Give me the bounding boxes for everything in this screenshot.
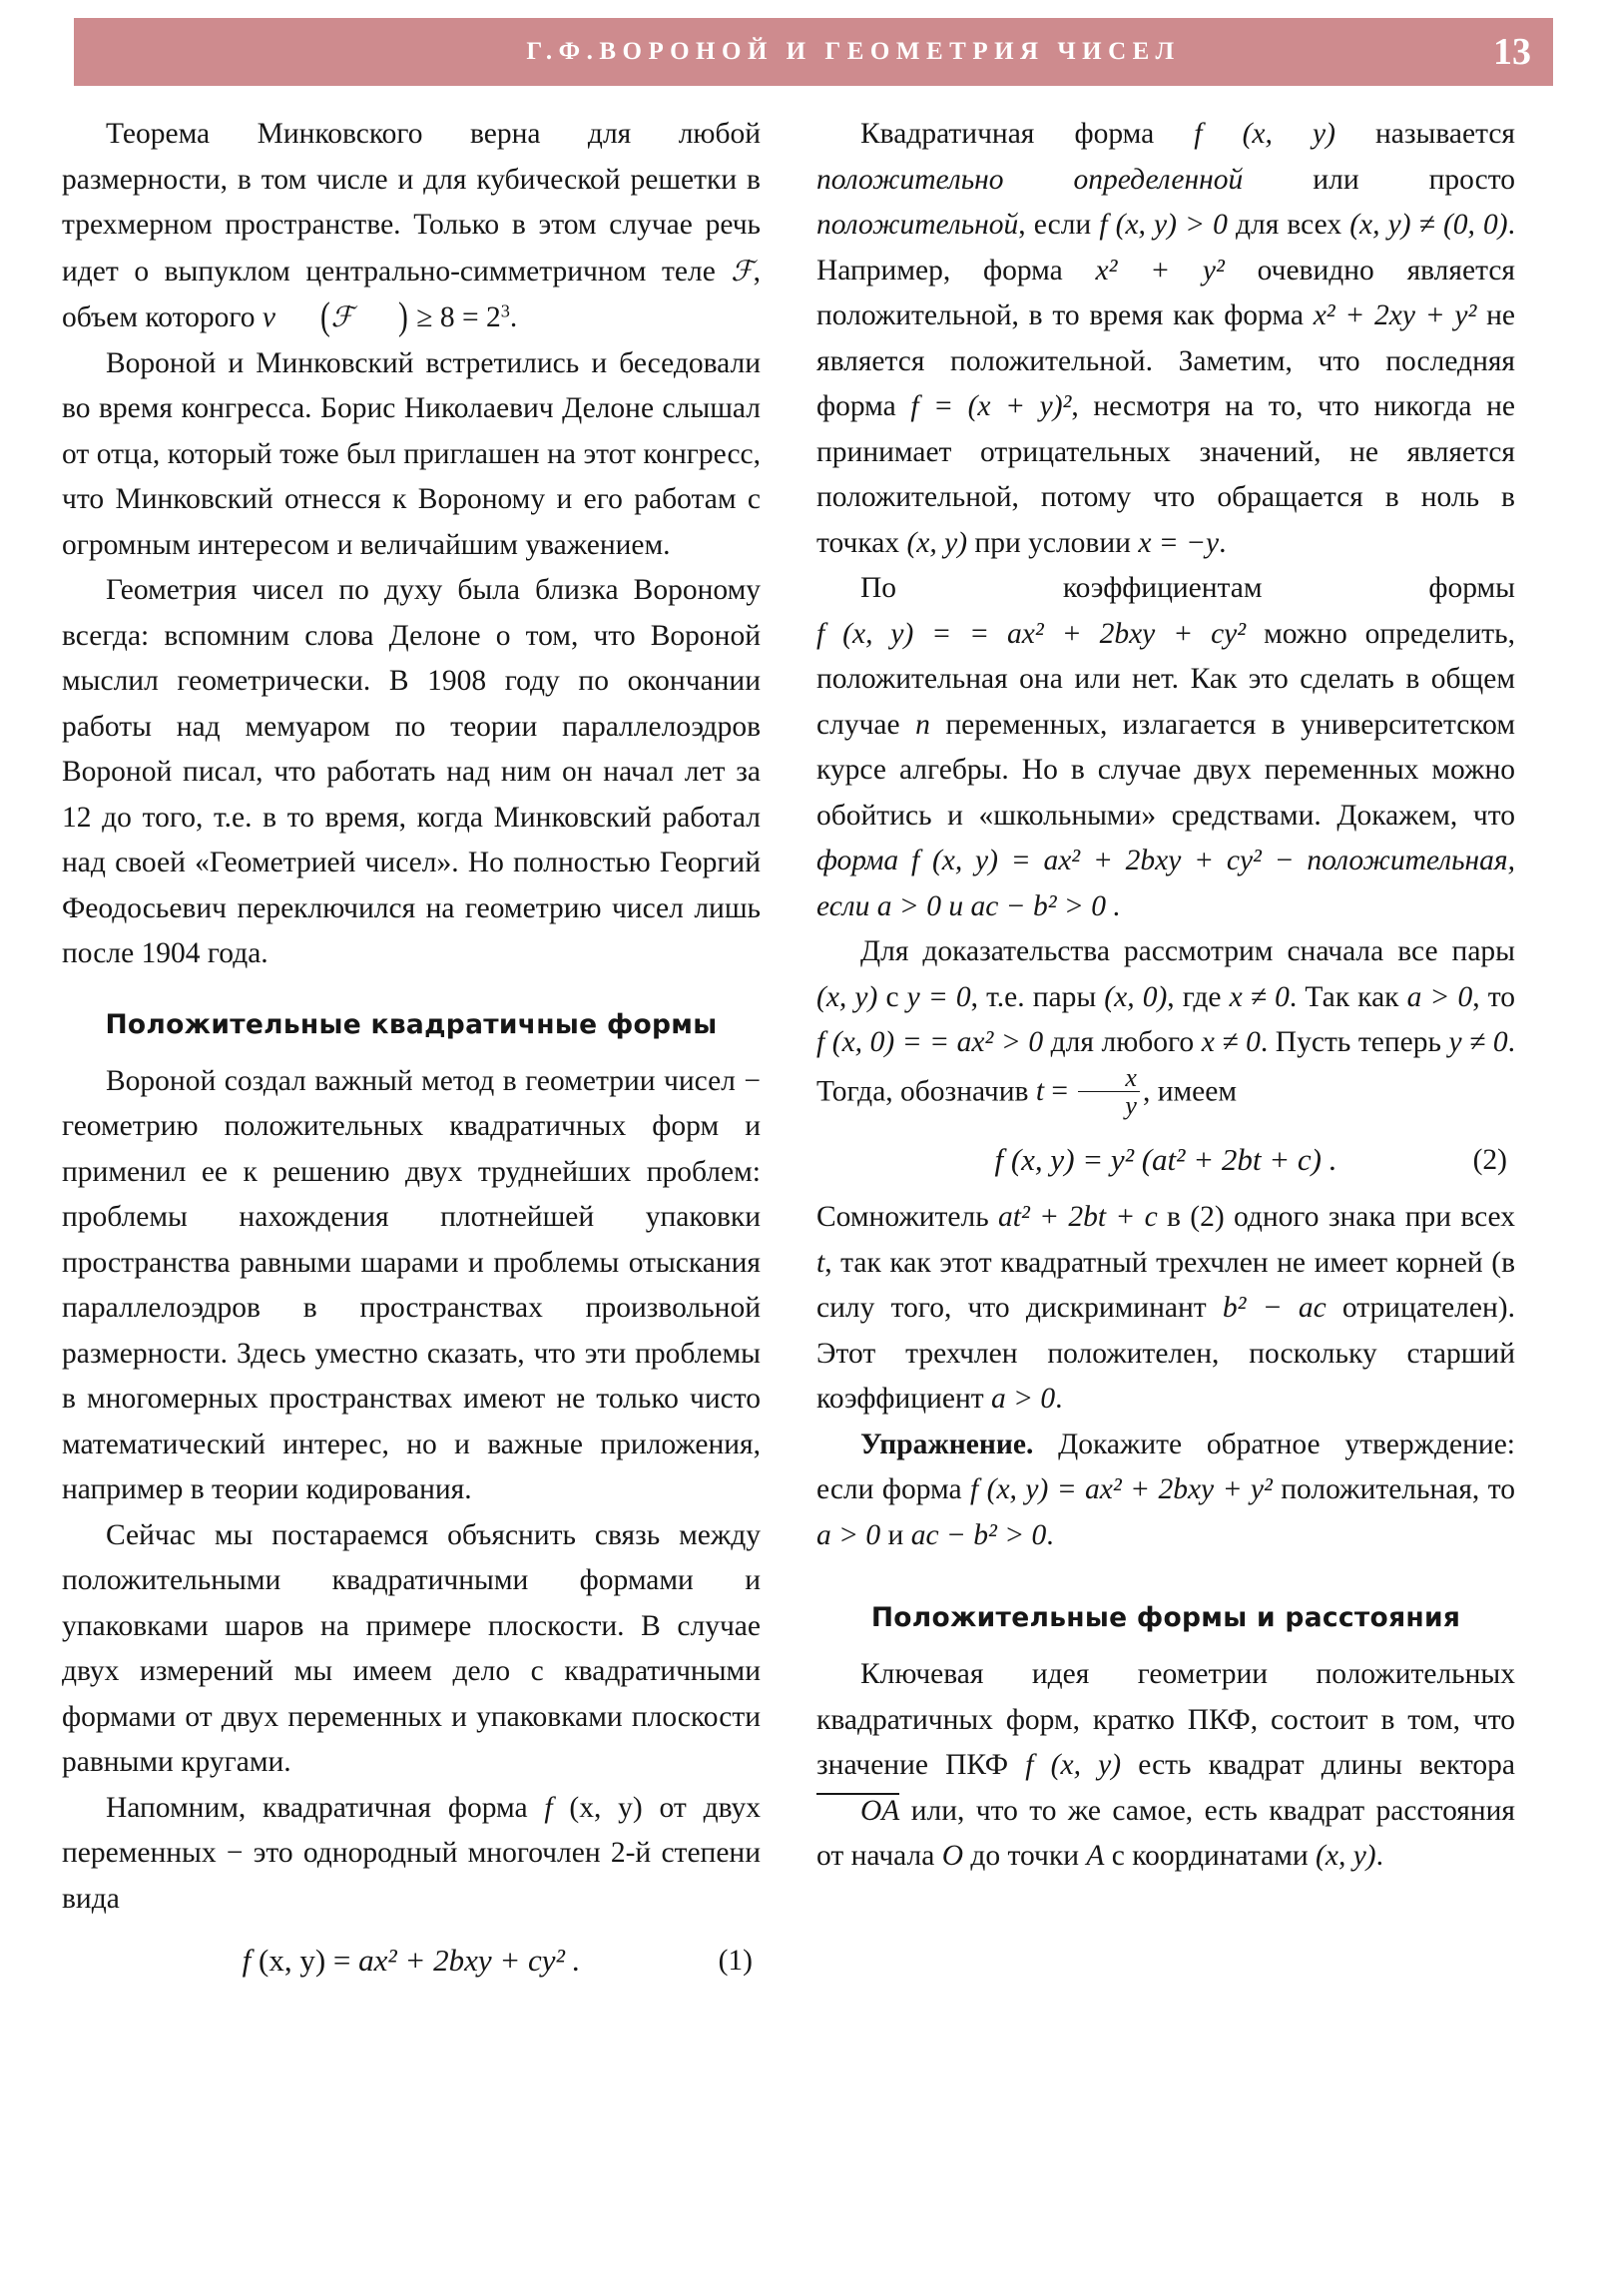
text-seg-3: и — [880, 1518, 911, 1551]
math-x-ne-0-b: x ≠ 0 — [1201, 1026, 1261, 1058]
paragraph-factor-sign-argument — [816, 1195, 1515, 1423]
math-points-xy: (x, y) — [906, 526, 968, 559]
text-seg-5: . Так как — [1289, 980, 1407, 1013]
paragraph-text: Теорема Минковского верна для любой размерности, в том числе и для кубической решетки в трехмерном пространстве. Только в этом случае речь идет о выпуклом центрально-симметричном теле — [62, 118, 761, 287]
text-seg-5: . — [1055, 1383, 1063, 1415]
math-discriminant: b² − ac — [1222, 1292, 1327, 1324]
section-heading-positive-quadratic-forms: Положительные квадратичные формы — [105, 1008, 718, 1040]
text-seg-2: положительная, то — [1272, 1473, 1515, 1505]
paragraph-period: . — [509, 301, 518, 333]
math-general-form: f (x, y) = = ax² + 2bxy + cy² — [816, 617, 1247, 650]
text-seg-5: для всех — [1227, 209, 1350, 241]
text-seg-1: Докажите обратное утверждение: если форма — [816, 1428, 1515, 1505]
math-t: t — [816, 1246, 825, 1279]
emph-positive-definite: положительно определенной — [816, 163, 1244, 196]
text-seg-10: при условии — [967, 526, 1139, 559]
equation-1-number: (1) — [718, 1945, 753, 1977]
math-quadratic-trinomial: at² + 2bt + c — [998, 1201, 1158, 1233]
math-n-vars: n — [915, 708, 930, 741]
text-seg-5: с координатами — [1104, 1840, 1317, 1872]
math-vector-oa: OA — [816, 1793, 899, 1827]
math-form-x2-2xy-y2: x² + 2xy + y² — [1313, 299, 1477, 331]
math-a-gt-0: a > 0 — [1406, 980, 1473, 1013]
section-heading-positive-forms-and-distances: Положительные формы и расстояния — [870, 1602, 1461, 1633]
math-leading-coeff: a > 0 — [991, 1383, 1056, 1415]
math-point-o: O — [941, 1840, 964, 1872]
paragraph-text-cont: от двух переменных − это однородный многочлен 2-й степени вида — [62, 1791, 762, 1915]
paragraph-exercise — [816, 1423, 1515, 1559]
script-f-symbol: ℱ — [731, 254, 754, 287]
running-header-bar — [74, 18, 1553, 86]
text-seg-9: . Тогда, обозначив — [816, 1026, 1516, 1108]
math-pair-x0: (x, 0) — [1104, 980, 1168, 1013]
text-seg-4: до точки — [963, 1840, 1087, 1872]
math-pair-xy: (x, y) — [816, 980, 878, 1013]
text-seg-3: или просто — [1243, 163, 1515, 196]
text-seg-8: не является положительной. Заметим, что последняя форма — [816, 299, 1515, 422]
fraction-denominator: y — [1078, 1091, 1140, 1119]
fraction-numerator: x — [1125, 1062, 1137, 1092]
text-seg-2: с — [877, 980, 907, 1013]
paragraph-geometry-of-numbers: Геометрия чисел по духу была близка Вороному всегда: вспомним слова Делоне о том, что Вороной мыслил геометрически. В 1908 году по окончании работы над мемуаром по теории параллелоэдров Вороной писал, что работать над ним он начал лет за 12 до того, т.е. в то время, когда Минковский работал над своей «Геометрией чисел». Но полностью Георгий Феодосьевич переключился на геометрию чисел лишь после 1904 года. — [62, 574, 761, 969]
paragraph-coefficients-criterion — [816, 566, 1515, 929]
equation-1-body — [243, 1936, 581, 1986]
math-f-x-0: f (x, 0) = = ax² > 0 — [816, 1026, 1044, 1058]
text-seg-1: По коэффициентам формы — [860, 572, 1515, 604]
exercise-label: Упражнение. — [860, 1428, 1034, 1460]
text-seg-2: можно определить, положительная она или нет. Как это сделать в общем случае — [816, 617, 1515, 741]
paragraph-key-idea-pkf — [816, 1652, 1515, 1880]
paragraph-proof-setup — [816, 929, 1515, 1121]
math-v: v — [262, 301, 275, 333]
paragraph-sphere-packing-link: Сейчас мы постараемся объяснить связь между положительными квадратичными формами и упаковками шаров на примере плоскости. В случае двух измерений мы имеем дело с квадратичными формами от двух переменных и упаковками плоскости равными кругами. — [62, 1518, 761, 1778]
math-ac-minus-b2: ac − b² > 0 — [910, 1518, 1047, 1551]
running-header-title: Г.Ф.ВОРОНОЙ И ГЕОМЕТРИЯ ЧИСЕЛ — [526, 38, 1181, 65]
math-x-ne-0: x ≠ 0 — [1229, 980, 1290, 1013]
text-seg-7: для любого — [1043, 1026, 1202, 1058]
text-seg-6: . Например, форма — [816, 209, 1515, 287]
eq1-f: f — [242, 1943, 252, 1978]
text-seg-4: . — [1046, 1518, 1054, 1551]
math-t-substitution: t = $\frac{x}{y}$ — [1036, 1075, 1143, 1107]
inline-math-f-xy — [544, 1792, 642, 1824]
math-rel: ≥ 8 = 2 — [416, 301, 501, 333]
text-seg-11: . — [1219, 526, 1227, 559]
math-point-a: A — [1086, 1840, 1105, 1872]
page-number: 13 — [1493, 31, 1531, 73]
equation-2-body: f (x, y) = y² (at² + 2bt + c) . — [994, 1142, 1337, 1177]
math-a-gt-0-ex: a > 0 — [816, 1518, 881, 1551]
math-form-x2y2: x² + y² — [1095, 254, 1225, 287]
text-seg-4: отрицателен). Этот трехчлен положителен, поскольку старший коэффициент — [816, 1292, 1515, 1415]
inline-math-volume: v (ℱ ) ≥ $8 = 2^3$ — [262, 295, 510, 338]
math-script-f: ℱ — [330, 300, 354, 333]
paragraph-minkowski-theorem — [62, 112, 761, 341]
text-seg-2: в (2) одного знака при всех — [1157, 1201, 1516, 1233]
fraction-x-over-y — [1078, 1064, 1140, 1120]
math-y-eq-0: y = 0 — [906, 980, 971, 1013]
text-seg-7: очевидно является положительной, в то время как форма — [816, 254, 1515, 331]
math-cond-x-eq-neg-y: x = −y — [1138, 526, 1220, 559]
display-equation-1 — [62, 1936, 761, 1986]
paragraph-text-cont: , объем которого — [62, 255, 761, 333]
paragraph-recall-quadratic-form — [62, 1786, 761, 1923]
math-y-ne-0: y ≠ 0 — [1448, 1026, 1508, 1058]
text-seg-1: Сомножитель — [816, 1201, 998, 1233]
math-cond-gt0: f (x, y) > 0 — [1099, 209, 1228, 241]
text-seg-10: , имеем — [1142, 1075, 1238, 1108]
text-seg-4: , если — [1018, 209, 1100, 241]
emph-positive: положительной — [816, 209, 1019, 241]
math-exercise-form: f (x, y) = ax² + 2bxy + y² — [970, 1473, 1273, 1505]
left-column — [62, 112, 761, 2278]
page-body — [62, 112, 1549, 2278]
text-seg-3: , т.е. пары — [970, 980, 1105, 1013]
math-f-xy-pkf: f (x, y) — [1025, 1749, 1122, 1781]
right-column — [816, 112, 1515, 2278]
text-seg-3: переменных, излагается в университетском курсе алгебры. Но в случае двух переменных можно обойтись и «школьными» средствами. Докажем, что — [816, 708, 1515, 832]
text-seg-6: . — [1375, 1840, 1384, 1872]
eq1-equals: = — [332, 1943, 351, 1978]
math-cond-ne-origin: (x, y) ≠ (0, 0) — [1349, 209, 1508, 241]
text-seg-1: Ключевая идея геометрии положительных квадратичных форм, кратко ПКФ, состоит в том, что значение ПКФ — [816, 1658, 1515, 1781]
math-exponent: 3 — [500, 300, 510, 321]
text-seg-9: , несмотря на то, что никогда не принимает отрицательных значений, не является положительной, потому что обращается в ноль в точках — [816, 390, 1515, 559]
eq1-rhs: ax² + 2bxy + cy² . — [358, 1943, 581, 1978]
paragraph-text: Напомним, квадратичная форма — [106, 1791, 545, 1824]
math-f: f — [544, 1791, 553, 1824]
math-coords-xy: (x, y) — [1316, 1840, 1376, 1872]
math-form-sum-squared: f = (x + y)² — [910, 390, 1072, 422]
display-equation-2 — [816, 1135, 1515, 1185]
text-seg-4: , где — [1167, 980, 1230, 1013]
paragraph-voronoi-minkowski-meeting: Вороной и Минковский встретились и беседовали во время конгресса. Борис Николаевич Делоне слышал от отца, который тоже был приглашен на этот конгресс, что Минковский отнесся к Вороному и его работам с огромным интересом и величайшим уважением. — [62, 346, 761, 561]
text-seg-2: называется — [1334, 118, 1516, 150]
text-seg-3: , так как этот квадратный трехчлен не имеет корней (в силу того, что дискриминант — [816, 1246, 1515, 1324]
text-seg-6: , то — [1472, 980, 1515, 1013]
math-args: (x, y) — [569, 1791, 643, 1824]
emph-theorem-statement: форма f (x, y) = ax² + 2bxy + cy² − положительная, если a > 0 и ac − b² > 0 . — [816, 845, 1515, 922]
math-f-xy-1: f (x, y) — [1194, 118, 1335, 150]
text-seg-3: или, что то же самое, есть квадрат расстояния от начала — [816, 1794, 1515, 1872]
equation-2-number: (2) — [1472, 1144, 1507, 1176]
paragraph-voronoi-method: Вороной создал важный метод в геометрии чисел − геометрию положительных квадратичных форм и применил ее к решению двух труднейших проблем: проблемы нахождения плотнейшей упаковки пространства равными шарами и проблемы отыскания параллелоэдров в пространствах произвольной размерности. Здесь уместно сказать, что эти проблемы в многомерных пространствах имеют не только чисто математический интерес, но и важные приложения, например в теории кодирования. — [62, 1064, 761, 1505]
eq1-args: (x, y) — [259, 1943, 326, 1978]
paragraph-positive-definite-definition — [816, 112, 1515, 566]
text-seg-2: есть квадрат длины вектора — [1121, 1749, 1515, 1781]
text-seg-1: Для доказательства рассмотрим сначала все пары — [860, 935, 1515, 967]
text-seg-8: . Пусть теперь — [1260, 1026, 1449, 1058]
text-seg-1: Квадратичная форма — [860, 118, 1195, 150]
